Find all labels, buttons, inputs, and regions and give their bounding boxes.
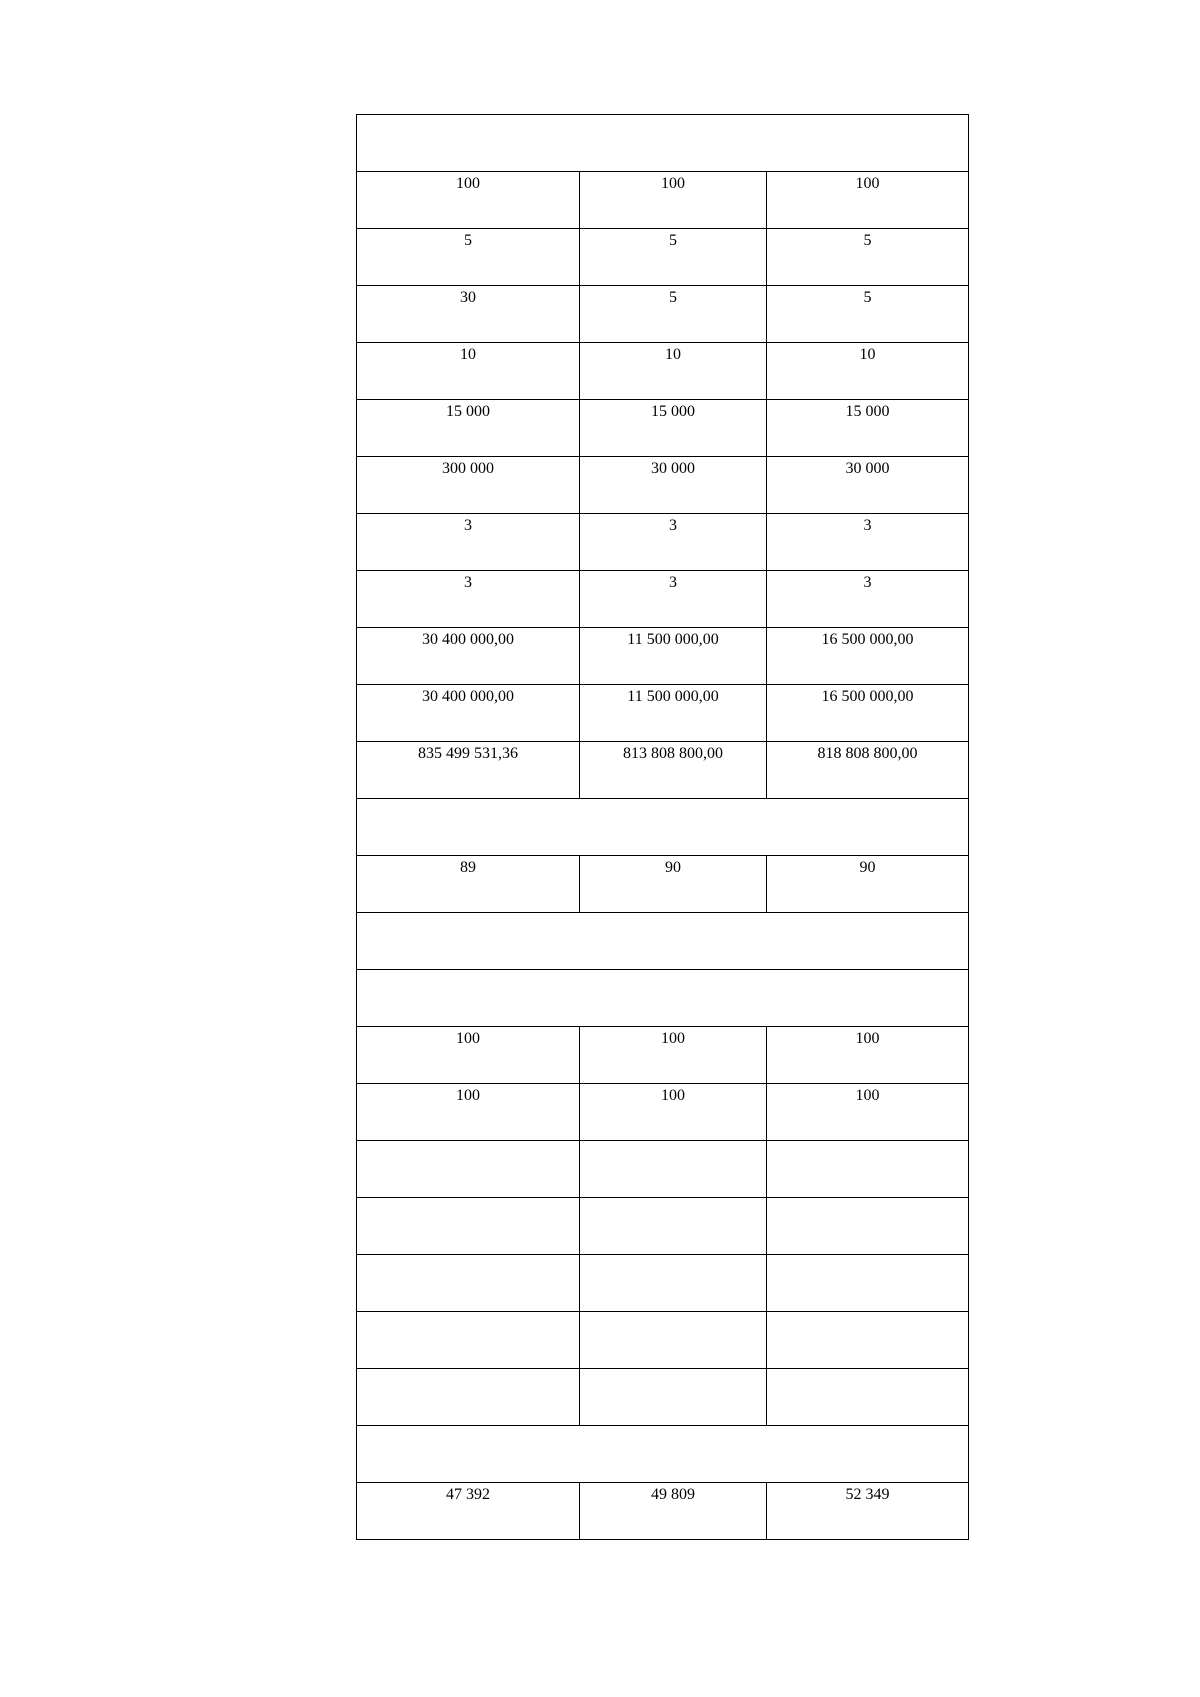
- table-cell-value: 5: [863, 232, 872, 249]
- table-row: [357, 856, 969, 913]
- table-cell-value: 5: [669, 289, 677, 306]
- table-merged-cell: [357, 799, 969, 856]
- table-cell: [767, 229, 969, 286]
- table-section-row: [357, 970, 969, 1027]
- table-row: [357, 1255, 969, 1312]
- table-cell: [767, 1369, 969, 1426]
- table-cell: [357, 1141, 580, 1198]
- table-cell-value: 100: [456, 1087, 480, 1104]
- table-cell: [580, 172, 767, 229]
- table-cell: [580, 1312, 767, 1369]
- table-cell: [580, 628, 767, 685]
- table-row: [357, 571, 969, 628]
- table-cell: [580, 457, 767, 514]
- table-cell-value: [580, 1141, 766, 1145]
- table-cell: [357, 1483, 580, 1540]
- table-cell: [580, 1483, 767, 1540]
- table-cell-value: [357, 1255, 579, 1259]
- table-row: [357, 286, 969, 343]
- table-cell: [580, 1084, 767, 1141]
- table-row: [357, 1369, 969, 1426]
- table-section-row: [357, 115, 969, 172]
- table-cell: [357, 400, 580, 457]
- table-cell: [580, 514, 767, 571]
- table-cell-value: [767, 1255, 968, 1259]
- table-cell-value: 100: [661, 175, 685, 192]
- table-cell-value: 30 000: [651, 460, 695, 477]
- table-cell: [767, 1084, 969, 1141]
- table-row: [357, 229, 969, 286]
- table-cell: [580, 685, 767, 742]
- table-cell: [767, 1312, 969, 1369]
- table-row: [357, 1084, 969, 1141]
- table-cell-value: 3: [669, 574, 677, 591]
- table-cell: [580, 1027, 767, 1084]
- table-cell-value: 16 500 000,00: [821, 688, 914, 705]
- table-cell-value: 11 500 000,00: [627, 688, 719, 705]
- table-cell-value: 30 400 000,00: [422, 688, 514, 705]
- table-cell: [357, 1027, 580, 1084]
- table-section-row: [357, 913, 969, 970]
- table-cell-value: 100: [456, 1030, 480, 1047]
- table-cell-value: 3: [863, 574, 872, 591]
- table-cell: [767, 286, 969, 343]
- table-cell-value: 5: [464, 232, 472, 249]
- table-cell: [767, 685, 969, 742]
- table-cell-value: 52 349: [845, 1486, 890, 1503]
- table-cell-value: 100: [661, 1087, 685, 1104]
- table-cell: [357, 172, 580, 229]
- table-cell: [580, 1198, 767, 1255]
- table-cell-value: 300 000: [442, 460, 494, 477]
- table-cell: [767, 343, 969, 400]
- table-cell: [767, 457, 969, 514]
- table-cell-value: 813 808 800,00: [623, 745, 723, 762]
- table-cell-value: 15 000: [845, 403, 890, 420]
- table-row: [357, 1027, 969, 1084]
- table-cell-value: 100: [855, 175, 880, 192]
- table-cell-value: 100: [855, 1030, 880, 1047]
- table-cell: [357, 742, 580, 799]
- table-row: [357, 685, 969, 742]
- table-cell: [357, 1084, 580, 1141]
- table-cell-value: [767, 1198, 968, 1202]
- table-cell-value: [357, 1141, 579, 1145]
- table-cell: [580, 400, 767, 457]
- table-cell: [357, 1198, 580, 1255]
- table-cell: [767, 1198, 969, 1255]
- table-cell: [767, 856, 969, 913]
- table-cell-value: 10: [859, 346, 876, 363]
- table-merged-cell: [357, 115, 969, 172]
- table-row: [357, 742, 969, 799]
- table-cell-value: 47 392: [446, 1486, 490, 1503]
- table-cell-value: 3: [464, 574, 472, 591]
- table-cell-value: [580, 1198, 766, 1202]
- table-cell-value: 3: [669, 517, 677, 534]
- table-cell-value: 10: [460, 346, 476, 363]
- table-row: [357, 1198, 969, 1255]
- table-cell-value: 90: [859, 859, 876, 876]
- table-cell: [357, 856, 580, 913]
- table-row: [357, 400, 969, 457]
- table-cell: [357, 457, 580, 514]
- table-row: [357, 1483, 969, 1540]
- table-row: [357, 457, 969, 514]
- table-cell: [580, 286, 767, 343]
- table-cell: [767, 571, 969, 628]
- table-cell: [580, 1141, 767, 1198]
- table-cell-value: 3: [464, 517, 472, 534]
- table-cell-value: 30: [460, 289, 476, 306]
- table-row: [357, 514, 969, 571]
- table-cell-value: 49 809: [651, 1486, 695, 1503]
- table-cell: [767, 742, 969, 799]
- table-cell: [767, 1255, 969, 1312]
- table-cell: [580, 571, 767, 628]
- table-cell-value: [580, 1255, 766, 1259]
- table-cell-value: [357, 1198, 579, 1202]
- table-cell: [357, 1312, 580, 1369]
- table-section-row: [357, 799, 969, 856]
- table-row: [357, 172, 969, 229]
- table-cell-value: 5: [863, 289, 872, 306]
- table-cell-value: [580, 1369, 766, 1373]
- table-cell-value: 100: [661, 1030, 685, 1047]
- table-cell-value: 30 000: [845, 460, 890, 477]
- table-cell: [357, 628, 580, 685]
- table-cell: [580, 1369, 767, 1426]
- table-cell-value: 16 500 000,00: [821, 631, 914, 648]
- table-cell-value: [580, 1312, 766, 1316]
- table-row: [357, 628, 969, 685]
- table-cell-value: 835 499 531,36: [418, 745, 518, 762]
- table-cell: [767, 628, 969, 685]
- table-row: [357, 1141, 969, 1198]
- table-cell: [357, 343, 580, 400]
- table-cell: [357, 1255, 580, 1312]
- table-cell: [580, 229, 767, 286]
- table-cell: [767, 172, 969, 229]
- table-cell-value: 11 500 000,00: [627, 631, 719, 648]
- table-cell: [767, 1027, 969, 1084]
- table-cell: [580, 856, 767, 913]
- table-cell-value: 5: [669, 232, 677, 249]
- table-cell: [357, 571, 580, 628]
- table-row: [357, 1312, 969, 1369]
- table-cell-value: 30 400 000,00: [422, 631, 514, 648]
- table-cell: [357, 685, 580, 742]
- table-cell-value: [357, 1369, 579, 1373]
- table-cell-value: 3: [863, 517, 872, 534]
- data-table: [356, 114, 969, 1540]
- table-merged-cell: [357, 970, 969, 1027]
- table-cell: [767, 1141, 969, 1198]
- table-cell: [357, 286, 580, 343]
- table-cell: [767, 400, 969, 457]
- table-cell-value: 818 808 800,00: [817, 745, 918, 762]
- table-cell: [767, 514, 969, 571]
- table-merged-cell: [357, 1426, 969, 1483]
- table-cell-value: [767, 1369, 968, 1373]
- table-cell: [357, 229, 580, 286]
- table-cell-value: 15 000: [446, 403, 490, 420]
- table-cell: [767, 1483, 969, 1540]
- table-cell-value: 100: [855, 1087, 880, 1104]
- table-row: [357, 343, 969, 400]
- table-cell: [580, 1255, 767, 1312]
- table-cell-value: [767, 1141, 968, 1145]
- table-body: [357, 115, 969, 1540]
- table-cell: [580, 343, 767, 400]
- table-cell-value: 100: [456, 175, 480, 192]
- table-cell: [357, 1369, 580, 1426]
- table-cell: [357, 514, 580, 571]
- table-cell-value: 90: [665, 859, 681, 876]
- table-cell-value: [767, 1312, 968, 1316]
- table-section-row: [357, 1426, 969, 1483]
- table-cell-value: 89: [460, 859, 476, 876]
- table-cell-value: 10: [665, 346, 681, 363]
- table-cell: [580, 742, 767, 799]
- table-cell-value: 15 000: [651, 403, 695, 420]
- table-merged-cell: [357, 913, 969, 970]
- table-cell-value: [357, 1312, 579, 1316]
